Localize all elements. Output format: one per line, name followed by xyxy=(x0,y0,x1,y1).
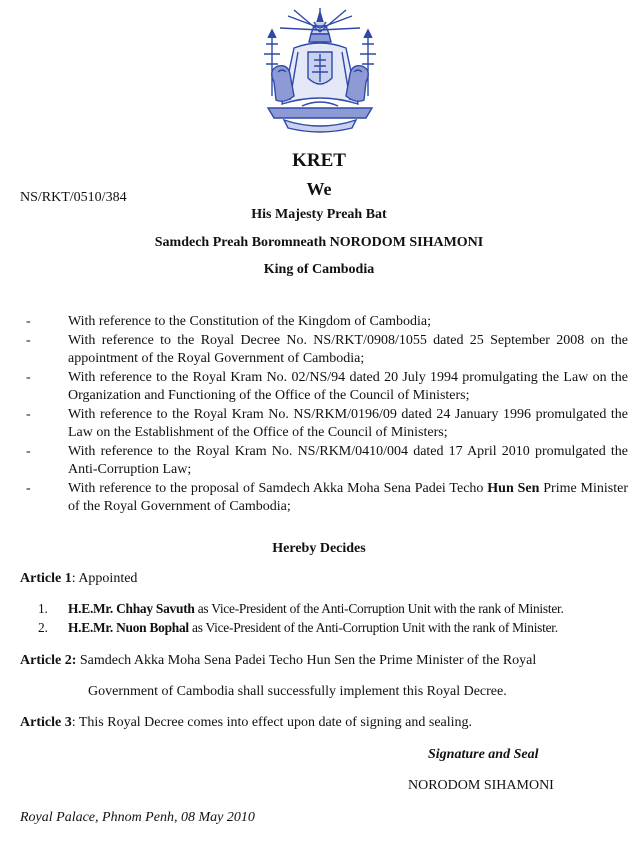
article-text: : Appointed xyxy=(71,571,138,586)
list-item xyxy=(20,480,628,517)
appointment-item xyxy=(38,620,558,636)
appointment-number: 1. xyxy=(38,601,48,616)
article-text: Samdech Akka Moha Sena Padei Techo Hun Sen the Prime Minister of the Royal xyxy=(76,653,537,668)
reference-text: Prime Minister of the Royal Government of Cambodia; xyxy=(68,480,628,514)
bullet-dash: - xyxy=(26,406,31,422)
place-and-date: Royal Palace, Phnom Penh, 08 May 2010 xyxy=(20,810,255,825)
king-title-line-2: Samdech Preah Boromneath NORODOM SIHAMONI xyxy=(154,235,484,250)
article-1 xyxy=(20,571,137,587)
king-title-line-1: His Majesty Preah Bat xyxy=(251,207,387,222)
reference-number: NS/RKT/0510/384 xyxy=(20,190,127,205)
reference-text: With reference to the Constitution of the Kingdom of Cambodia; xyxy=(68,314,431,329)
decides-heading: Hereby Decides xyxy=(272,541,366,556)
article-label: Article 1 xyxy=(20,571,72,586)
appointee-title: H.E.Mr. xyxy=(68,620,113,635)
appointment-text: as Vice-President of the Anti-Corruption Unit with the rank of Minister. xyxy=(188,620,558,635)
article-3 xyxy=(20,715,472,731)
article-label: Article 3 xyxy=(20,715,72,730)
bullet-dash: - xyxy=(26,369,31,385)
reference-text: With reference to the Royal Decree No. NS/RKT/0908/1055 dated 25 September 2008 on the appointment of the Royal Government of Cambodia; xyxy=(68,332,628,366)
bullet-dash: - xyxy=(26,480,31,496)
reference-text: With reference to the Royal Kram No. 02/NS/94 dated 20 July 1994 promulgating the Law on the Organization and Functioning of the Office of the Council of Ministers; xyxy=(68,369,628,403)
list-item xyxy=(20,313,628,332)
appointee-name: Chhay Savuth xyxy=(116,601,195,616)
appointee-title: H.E.Mr. xyxy=(68,601,113,616)
bullet-dash: - xyxy=(26,314,31,329)
signature-heading: Signature and Seal xyxy=(428,747,539,762)
list-item xyxy=(20,332,628,369)
king-title-line-3: King of Cambodia xyxy=(263,262,375,277)
document-title: KRET xyxy=(292,150,346,171)
list-item xyxy=(20,406,628,443)
article-label: Article 2: xyxy=(20,653,77,668)
article-text: : This Royal Decree comes into effect upon date of signing and sealing. xyxy=(71,715,473,730)
article-2 xyxy=(20,653,536,669)
appointment-number: 2. xyxy=(38,620,48,635)
reference-list xyxy=(20,313,628,517)
bullet-dash: - xyxy=(26,443,31,459)
list-item xyxy=(20,369,628,406)
article-2-continuation: Government of Cambodia shall successfully implement this Royal Decree. xyxy=(88,684,507,699)
reference-text: With reference to the Royal Kram No. NS/RKM/0196/09 dated 24 January 1996 promulgated the Law on the Establishment of the Office of the Council of Ministers; xyxy=(68,406,628,440)
reference-text-bold: Hun Sen xyxy=(487,480,540,496)
list-item xyxy=(20,443,628,480)
royal-coat-of-arms-emblem xyxy=(254,8,386,136)
reference-text: With reference to the Royal Kram No. NS/RKM/0410/004 dated 17 April 2010 promulgated the Anti-Corruption Law; xyxy=(68,443,628,477)
appointment-text: as Vice-President of the Anti-Corruption Unit with the rank of Minister. xyxy=(194,601,564,616)
document-subtitle: We xyxy=(306,179,332,199)
appointment-item xyxy=(38,601,564,617)
bullet-dash: - xyxy=(26,332,31,348)
signatory-name: NORODOM SIHAMONI xyxy=(408,778,554,793)
reference-text: With reference to the proposal of Samdech Akka Moha Sena Padei Techo xyxy=(68,480,488,496)
appointee-name: Nuon Bophal xyxy=(116,620,189,635)
